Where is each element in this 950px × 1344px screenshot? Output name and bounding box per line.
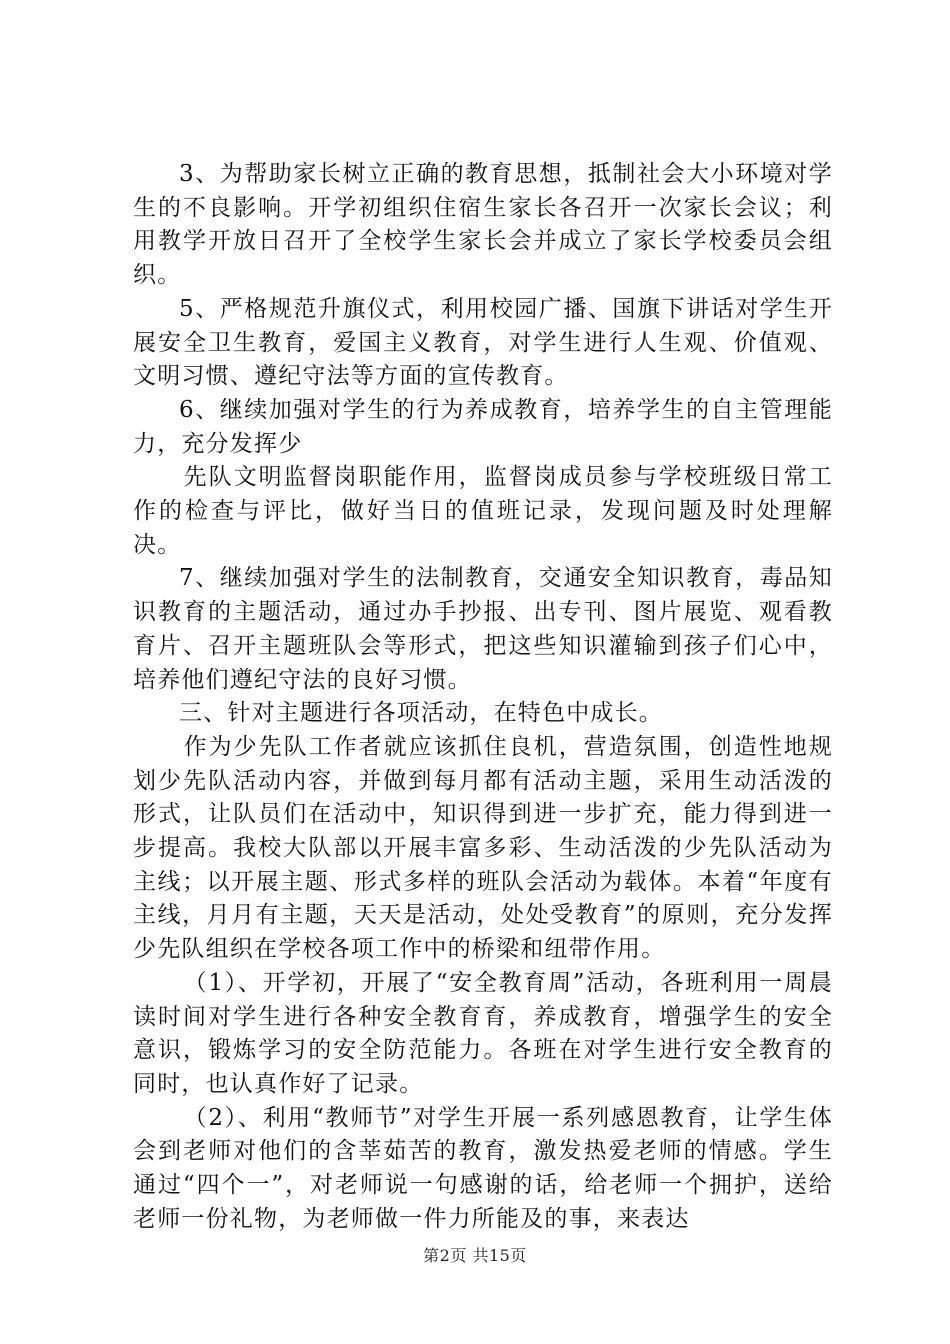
paragraph-item-6-continued: 先队文明监督岗职能作用，监督岗成员参与学校班级日常工作的检查与评比，做好当日的值班记录，发现问题及时处理解决。 [133, 464, 833, 558]
document-body [133, 158, 833, 1237]
paragraph-item-7: 7、继续加强对学生的法制教育，交通安全知识教育，毒品知识教育的主题活动，通过办手抄报、出专刊、图片展览、观看教育片、召开主题班队会等形式，把这些知识灌输到孩子们心中，培养他们遵纪守法的良好习惯。 [133, 565, 833, 693]
paragraph-item-3: 3、为帮助家长树立正确的教育思想，抵制社会大小环境对学生的不良影响。开学初组织住宿生家长各召开一次家长会议；利用教学开放日召开了全校学生家长会并成立了家长学校委员会组织。 [133, 161, 833, 289]
paragraph-item-6: 6、继续加强对学生的行为养成教育，培养学生的自主管理能力，充分发挥少 [133, 396, 833, 457]
page-number-footer: 第2页 共15页 [423, 1246, 527, 1265]
section-heading-three: 三、针对主题进行各项活动，在特色中成长。 [179, 700, 663, 727]
paragraph-section-intro: 作为少先队工作者就应该抓住良机，营造氛围，创造性地规划少先队活动内容，并做到每月都有活动主题，采用生动活泼的形式，让队员们在活动中，知识得到进一步扩充，能力得到进一步提高。我校大队部以开展丰富多彩、生动活泼的少先队活动为主线；以开展主题、形式多样的班队会活动为载体。本着“年度有主线，月月有主题，天天是活动，处处受教育”的原则，充分发挥少先队组织在学校各项工作中的桥梁和纽带作用。 [133, 733, 833, 963]
paragraph-activity-2: （2）、利用“教师节”对学生开展一系列感恩教育，让学生体会到老师对他们的含莘茹苦的教育，激发热爱老师的情感。学生通过“四个一”，对老师说一句感谢的话，给老师一个拥护，送给老师一份礼物，为老师做一件力所能及的事，来表达 [133, 1104, 833, 1232]
paragraph-item-5: 5、严格规范升旗仪式，利用校园广播、国旗下讲话对学生开展安全卫生教育，爱国主义教育，对学生进行人生观、价值观、文明习惯、遵纪守法等方面的宣传教育。 [133, 295, 833, 390]
paragraph-activity-1: （1）、开学初，开展了“安全教育周”活动，各班利用一周晨读时间对学生进行各种安全教育育，养成教育，增强学生的安全意识，锻炼学习的安全防范能力。各班在对学生进行安全教育的同时，也认真作好了记录。 [133, 969, 833, 1097]
